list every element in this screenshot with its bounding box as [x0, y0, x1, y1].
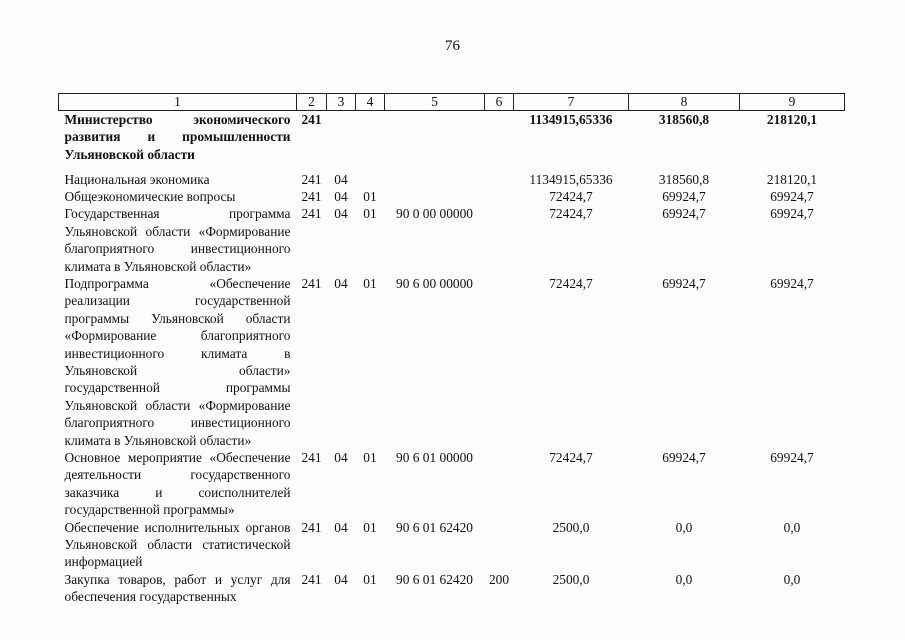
- column-header: 6: [485, 94, 514, 111]
- amount-col9: 218120,1: [766, 112, 818, 127]
- amount-col7: 72424,7: [549, 275, 593, 291]
- ministry-code: 241: [301, 112, 322, 127]
- amount-col7: 72424,7: [549, 450, 593, 465]
- amount-col8: 69924,7: [662, 206, 706, 222]
- row-name: Общеэкономические вопросы: [64, 188, 236, 204]
- section-code: 04: [334, 275, 348, 291]
- subsection-code: 01: [363, 275, 377, 291]
- expense-type-code: [485, 111, 514, 171]
- expense-type-code: [485, 188, 514, 205]
- amount-col8: 318560,8: [658, 171, 710, 187]
- table-row: [59, 275, 845, 449]
- column-header: 8: [629, 94, 740, 111]
- table-row: [59, 571, 845, 606]
- section-code: 04: [334, 450, 348, 465]
- table-row: [59, 449, 845, 519]
- column-header: 5: [385, 94, 485, 111]
- column-header: 4: [356, 94, 385, 111]
- target-article-code: [385, 111, 485, 171]
- table-row: [59, 171, 845, 188]
- amount-col7: 1134915,65336: [529, 171, 613, 187]
- table-row: [59, 188, 845, 205]
- amount-col7: 2500,0: [552, 519, 590, 535]
- subsection-code: 01: [363, 519, 377, 535]
- ministry-code: 241: [301, 275, 322, 291]
- amount-col9: 0,0: [783, 519, 801, 535]
- subsection-code: 01: [363, 206, 377, 222]
- amount-col7: 1134915,65336: [529, 112, 613, 127]
- section-code: 04: [334, 519, 348, 535]
- amount-col8: 69924,7: [662, 275, 706, 291]
- amount-col7: 72424,7: [549, 206, 593, 222]
- column-header: 1: [59, 94, 297, 111]
- target-article-code: 90 6 00 00000: [396, 275, 473, 291]
- expense-type-code: [485, 449, 514, 519]
- ministry-code: 241: [301, 519, 322, 535]
- column-number-header: [59, 94, 845, 111]
- row-name: Государственная программа Ульяновской области «Формирование благоприятного инвестиционного климата в Ульяновской области»: [64, 206, 291, 274]
- column-header: 3: [327, 94, 356, 111]
- expense-type-code: [485, 205, 514, 275]
- table-row: [59, 519, 845, 571]
- target-article-code: 90 6 01 00000: [396, 450, 473, 465]
- row-name: Подпрограмма «Обеспечение реализации государственной программы Ульяновской области «Формирование благоприятного инвестиционного климата в Ульяновской области» государственной программы Ульяновской области «Формирование благоприятного инвестиционного климата в Ульяновской области»: [64, 275, 291, 448]
- subsection-code: 01: [363, 188, 377, 204]
- amount-col8: 0,0: [675, 571, 693, 587]
- section-code: [327, 111, 356, 171]
- subsection-code: [356, 111, 385, 171]
- ministry-code: 241: [301, 188, 322, 204]
- expense-type-code: [485, 171, 514, 188]
- section-code: 04: [334, 188, 348, 204]
- amount-col7: 2500,0: [552, 571, 590, 587]
- section-code: 04: [334, 571, 348, 587]
- expense-type-code: [485, 275, 514, 449]
- target-article-code: 90 6 01 62420: [396, 571, 473, 587]
- subsection-code: 01: [363, 571, 377, 587]
- row-name: Обеспечение исполнительных органов Ульяновской области статистической информацией: [64, 519, 291, 570]
- column-header: 7: [514, 94, 629, 111]
- subsection-code: 01: [363, 450, 377, 465]
- table-row: [59, 205, 845, 275]
- row-name: Министерство экономического развития и промышленности Ульяновской области: [64, 112, 291, 162]
- column-header: 9: [740, 94, 845, 111]
- page-number: 76: [445, 38, 460, 54]
- expense-type-code: [485, 519, 514, 571]
- row-name: Национальная экономика: [64, 171, 210, 187]
- amount-col9: 0,0: [783, 571, 801, 587]
- target-article-code: 90 6 01 62420: [396, 519, 473, 535]
- amount-col9: 69924,7: [770, 206, 814, 222]
- row-name: Закупка товаров, работ и услуг для обеспечения государственных: [64, 571, 291, 605]
- amount-col9: 69924,7: [770, 450, 814, 465]
- target-article-code: [385, 188, 485, 205]
- ministry-code: 241: [301, 450, 322, 465]
- target-article-code: 90 0 00 00000: [396, 206, 473, 222]
- amount-col8: 0,0: [675, 519, 693, 535]
- subsection-code: [356, 171, 385, 188]
- amount-col8: 69924,7: [662, 450, 706, 465]
- target-article-code: [385, 171, 485, 188]
- ministry-code: 241: [301, 571, 322, 587]
- row-name: Основное мероприятие «Обеспечение деятельности государственного заказчика и соисполнителей государственной программы»: [64, 450, 291, 518]
- section-code: 04: [334, 171, 348, 187]
- ministry-code: 241: [301, 171, 322, 187]
- budget-table: [58, 93, 845, 606]
- ministry-code: 241: [301, 206, 322, 222]
- amount-col8: 318560,8: [658, 112, 710, 127]
- amount-col9: 218120,1: [766, 171, 818, 187]
- amount-col7: 72424,7: [549, 188, 593, 204]
- section-code: 04: [334, 206, 348, 222]
- table-body: [59, 111, 845, 606]
- amount-col9: 69924,7: [770, 188, 814, 204]
- column-header: 2: [297, 94, 327, 111]
- table-row: [59, 111, 845, 171]
- expense-type-code: 200: [488, 571, 510, 587]
- amount-col8: 69924,7: [662, 188, 706, 204]
- amount-col9: 69924,7: [770, 275, 814, 291]
